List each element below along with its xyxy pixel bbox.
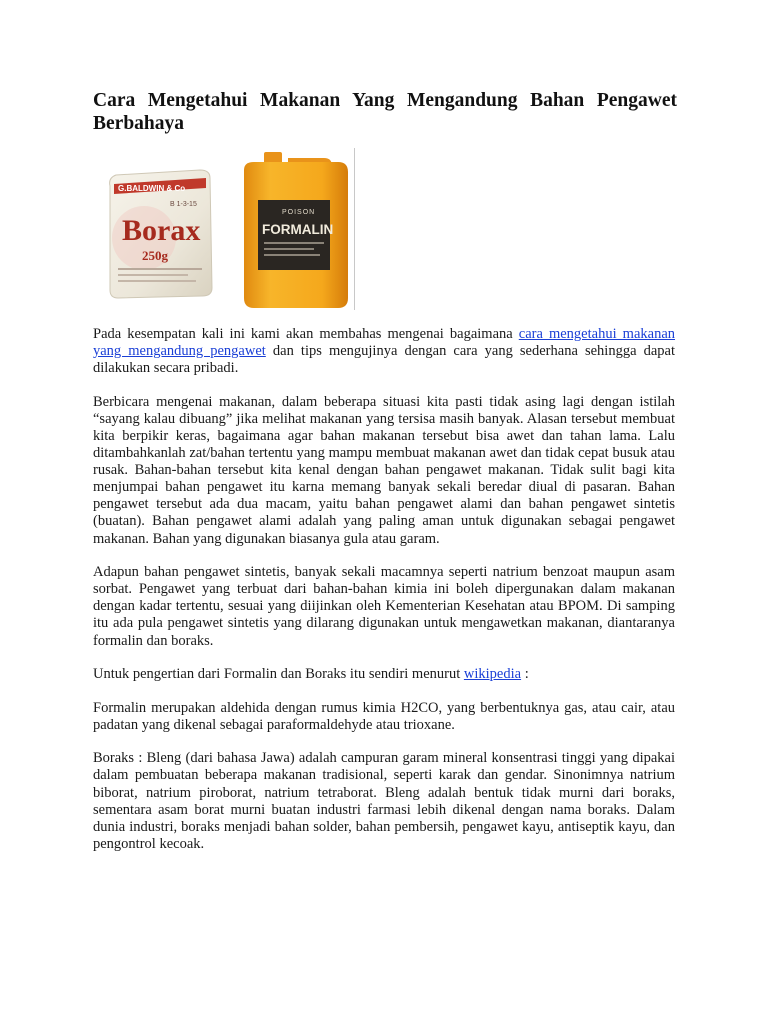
paragraph-wikipedia: Untuk pengertian dari Formalin dan Boraks itu sendiri menurut wikipedia :: [93, 666, 529, 683]
formalin-name-text: FORMALIN: [262, 222, 334, 237]
paragraph-pengawet-sintetis: Adapun bahan pengawet sintetis, banyak sekali macamnya seperti natrium benzoat maupun asam sorbat. Pengawet yang terbuat dari bahan-bahan kimia ini boleh dipergunakan dalam makanan dengan kadar tertentu, sesuai yang diijinkan oleh Kementerian Kesehatan atau BPOM. Di samping itu ada pula pengawet sintetis yang dilarang digunakan untuk mengawetkan makanan, diantaranya formalin dan boraks.: [93, 564, 675, 649]
link-cara-mengetahui[interactable]: cara mengetahui makanan yang mengandung pengawet: [93, 326, 676, 360]
article-title: Cara Mengetahui Makanan Yang Mengandung Bahan Pengawet Berbahaya: [93, 90, 677, 134]
borax-code-text: B 1-3-15: [170, 201, 197, 208]
paragraph-formalin: Formalin merupakan aldehida dengan rumus kimia H2CO, yang berbentuknya gas, atau cair, atau padatan yang dikenal sebagai paraformaldehyde atau trioxane.: [93, 699, 675, 733]
image-divider-line: [354, 148, 355, 310]
product-images: [104, 148, 364, 313]
borax-name-text: Borax: [122, 214, 201, 247]
formalin-jerrycan-image: [238, 148, 356, 313]
borax-brand-text: G.BALDWIN & Co: [118, 184, 186, 193]
borax-package-image: [104, 148, 224, 313]
paragraph-pengawet-alami: Berbicara mengenai makanan, dalam beberapa situasi kita pasti tidak asing lagi dengan istilah “sayang kalau dibuang” jika melihat makanan yang tersisa masih banyak. Alasan tersebut membuat kita berpikir keras, bagaimana agar bahan makanan tersebut bisa awet dan tahan lama. Lalu ditambahkanlah zat/bahan tertentu yang mampu membuat makanan awet dan tidak cepat busuk atau rusak. Bahan-bahan tersebut kita kenal dengan bahan pengawet makanan. Tidak sulit bagi kita menjumpai bahan pengawet itu karna memang banyak sekali beredar diual di pasaran. Bahan pengawet tersebut ada dua macam, yaitu bahan pengawet alami dan bahan pengawet sintetis (buatan). Bahan pengawet alami adalah yang paling aman untuk digunakan sebagai pengawet makanan. Bahan yang digunakan biasanya gula atau garam.: [93, 393, 675, 547]
borax-weight-text: 250g: [142, 248, 168, 263]
paragraph-boraks: Boraks : Bleng (dari bahasa Jawa) adalah campuran garam mineral konsentrasi tinggi yang dipakai dalam pembuatan beberapa makanan tradisional, seperti karak dan gendar. Sinonimnya natrium biborat, natrium piroborat, natrium tetraborat. Bleng adalah bentuk tidak murni dari boraks, sementara asam borat murni buatan industri farmasi lebih dikenal dengan nama boraks. Dalam dunia industri, boraks menjadi bahan solder, bahan pembersih, pengawet kayu, antiseptik kayu, dan pengontrol kecoak.: [93, 750, 675, 852]
paragraph-intro: Pada kesempatan kali ini kami akan membahas mengenai bagaimana cara mengetahui makanan yang mengandung pengawet dan tips mengujinya dengan cara yang sederhana sehingga dapat dilakukan secara pribadi.: [93, 326, 676, 377]
link-wikipedia[interactable]: wikipedia: [463, 666, 522, 683]
article-body: [93, 326, 675, 869]
formalin-warning-text: POISON: [282, 209, 316, 216]
